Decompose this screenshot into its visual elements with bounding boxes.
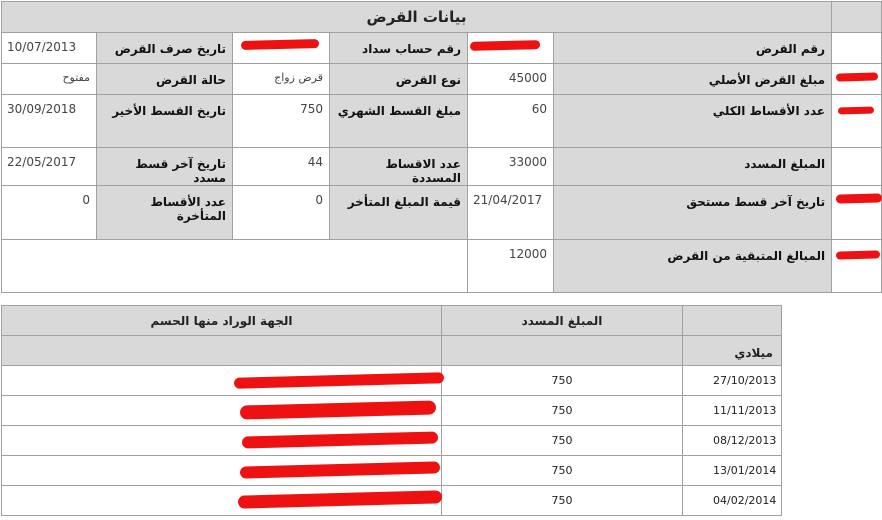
- source-cell: [2, 426, 442, 456]
- loan-type-label: نوع القرض: [330, 64, 468, 95]
- redaction-mark: [470, 40, 540, 51]
- redaction-mark: [241, 39, 319, 50]
- redaction-mark: [238, 490, 442, 508]
- amount-cell: 750: [442, 456, 683, 486]
- title-side-cell: [832, 2, 882, 33]
- paid-amount-header: المبلغ المسدد: [442, 306, 683, 336]
- source-cell: [2, 396, 442, 426]
- redaction-mark: [240, 400, 436, 419]
- disbursement-date-value: 10/07/2013: [2, 33, 97, 64]
- table-row: [2, 486, 782, 516]
- amount-cell: 750: [442, 486, 683, 516]
- disbursement-date-label: تاريخ صرف القرض: [97, 33, 233, 64]
- monthly-installment-label: مبلغ القسط الشهري: [330, 95, 468, 148]
- date-cell: 13/01/2014: [683, 456, 782, 486]
- date-cell: 11/11/2013: [683, 396, 782, 426]
- loan-number-label: رقم القرض: [554, 33, 832, 64]
- amount-cell: 750: [442, 426, 683, 456]
- total-installments-value: 60: [468, 95, 554, 148]
- last-installment-date-value: 30/09/2018: [2, 95, 97, 148]
- paid-installments-label: عدد الاقساط المسددة: [330, 148, 468, 186]
- payment-account-value: [233, 33, 330, 64]
- remaining-amount-value: 12000: [468, 240, 554, 293]
- paid-installments-value: 44: [233, 148, 330, 186]
- amount-cell: 750: [442, 366, 683, 396]
- total-installments-extra: [832, 95, 882, 148]
- table-row: [2, 456, 782, 486]
- monthly-installment-value: 750: [233, 95, 330, 148]
- loan-details-title: بيانات القرض: [2, 2, 832, 33]
- redaction-mark: [242, 431, 438, 448]
- overdue-count-value: 0: [2, 186, 97, 240]
- date-cell: 27/10/2013: [683, 366, 782, 396]
- source-cell: [2, 486, 442, 516]
- overdue-count-label: عدد الأقساط المتأخرة: [97, 186, 233, 240]
- last-due-date-extra: [832, 186, 882, 240]
- last-due-date-value: 21/04/2017: [468, 186, 554, 240]
- source-cell: [2, 366, 442, 396]
- redaction-mark: [838, 107, 874, 115]
- redaction-mark: [836, 193, 882, 203]
- date-header-top: [683, 306, 782, 336]
- paid-amount-label: المبلغ المسدد: [554, 148, 832, 186]
- original-amount-value: 45000: [468, 64, 554, 95]
- redaction-mark: [836, 72, 878, 81]
- last-paid-date-label: تاريخ آخر قسط مسدد: [97, 148, 233, 186]
- remaining-amount-extra: [832, 240, 882, 293]
- original-amount-label: مبلغ القرض الأصلي: [554, 64, 832, 95]
- loan-status-label: حالة القرض: [97, 64, 233, 95]
- amount-cell: 750: [442, 396, 683, 426]
- redaction-mark: [836, 250, 880, 259]
- overdue-amount-value: 0: [233, 186, 330, 240]
- remaining-amount-label: المبالغ المتبقية من القرض: [554, 240, 832, 293]
- remaining-empty: [2, 240, 468, 293]
- table-row: [2, 396, 782, 426]
- redaction-mark: [240, 461, 440, 478]
- loan-details-table: [1, 1, 882, 293]
- redaction-mark: [234, 372, 444, 388]
- loan-number-value: [468, 33, 554, 64]
- source-subheader: [2, 336, 442, 366]
- loan-status-value: مفتوح: [2, 64, 97, 95]
- source-cell: [2, 456, 442, 486]
- source-header: الجهة الوراد منها الحسم: [2, 306, 442, 336]
- table-row: [2, 426, 782, 456]
- loan-number-extra: [832, 33, 882, 64]
- table-row: [2, 366, 782, 396]
- last-paid-date-value: 22/05/2017: [2, 148, 97, 186]
- total-installments-label: عدد الأقساط الكلي: [554, 95, 832, 148]
- last-due-date-label: تاريخ آخر قسط مستحق: [554, 186, 832, 240]
- date-cell: 08/12/2013: [683, 426, 782, 456]
- paid-amount-value: 33000: [468, 148, 554, 186]
- amount-subheader: [442, 336, 683, 366]
- payments-table: [1, 305, 782, 516]
- paid-amount-extra: [832, 148, 882, 186]
- overdue-amount-label: قيمة المبلغ المتأخر: [330, 186, 468, 240]
- gregorian-header: ميلادي: [683, 336, 782, 366]
- loan-type-value: قرض زواج: [233, 64, 330, 95]
- original-amount-extra: [832, 64, 882, 95]
- last-installment-date-label: تاريخ القسط الأخير: [97, 95, 233, 148]
- date-cell: 04/02/2014: [683, 486, 782, 516]
- payment-account-label: رقم حساب سداد: [330, 33, 468, 64]
